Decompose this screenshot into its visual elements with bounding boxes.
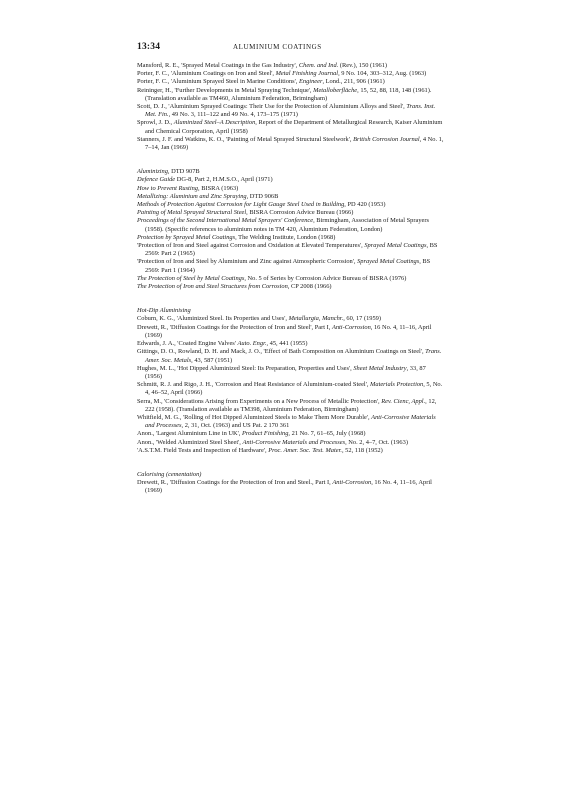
reference-italic-segment: Aluminized Steel–A Description — [173, 119, 256, 127]
reference-italic-segment: Aluminizing — [137, 168, 168, 176]
book-page — [137, 42, 444, 496]
reference-segment: , 16 No. 4, 11–16, April (1969) — [145, 323, 432, 339]
reference-segment: Porter, F. C., 'Aluminium Sprayed Steel in Marine Conditions', — [137, 78, 300, 86]
reference-entry — [137, 87, 444, 103]
reference-italic-segment: Metallurgia, Manchr. — [288, 315, 344, 323]
page-number: 13:34 — [137, 42, 161, 52]
reference-entry — [137, 414, 444, 430]
reference-segment: , BISRA Corrosion Advice Bureau (1966) — [246, 209, 354, 217]
reference-segment: , The Welding Institute, London (1968) — [235, 233, 336, 241]
reference-segment: , Report of the Department of Metallurgical Research, Kaiser Aluminium and Chemical Corporation, April (1958) — [145, 119, 443, 135]
reference-entry — [137, 234, 444, 242]
reference-entry — [137, 103, 444, 119]
reference-segment: , 43, 587 (1951) — [191, 356, 233, 364]
reference-segment: 'Protection of Iron and Steel by Aluminium and Zinc against Atmospheric Corrosion', — [137, 258, 358, 266]
reference-segment: Drewett, R., 'Diffusion Coatings for the Protection of Iron and Steel', Part I, — [137, 323, 332, 331]
reference-italic-segment: Trans. Amer. Soc. Metals — [145, 348, 442, 364]
section-title: Hot-Dip Aluminising — [137, 307, 191, 315]
reference-entry — [137, 398, 444, 414]
reference-italic-segment: Anti-Corrosion — [332, 479, 372, 487]
page-header — [137, 42, 444, 55]
reference-italic-segment: Rev. Cienc, Appl. — [381, 397, 426, 405]
reference-segment: , No. 5 of Series by Corrosion Advice Bureau of BISRA (1976) — [244, 274, 407, 282]
reference-segment: , PD 420 (1953) — [344, 201, 386, 209]
reference-segment: , 21 No. 7, 61–65, July (1968) — [288, 430, 366, 438]
section-gap — [137, 455, 444, 471]
reference-segment: , 2, 31, Oct. (1963) and US Pat. 2 170 361 — [181, 422, 290, 430]
reference-segment: Stanners, J. F. and Watkins, K. O., 'Painting of Metal Sprayed Structural Steelwork', — [137, 135, 354, 143]
reference-segment: Edwards, J. A., 'Coated Engine Valves' — [137, 340, 238, 348]
reference-segment: , DTD 907B — [167, 168, 200, 176]
reference-entry — [137, 70, 444, 78]
reference-segment: , Lond., 211, 906 (1961) — [322, 78, 385, 86]
reference-segment: , 33, 87 (1956) — [145, 364, 426, 380]
reference-italic-segment: Painting of Metal Sprayed Structural Steel — [137, 209, 247, 217]
reference-segment: , 15, 52, 88, 118, 148 (1961). (Translation available as TM460, Aluminium Federation, Brimingham) — [145, 86, 432, 102]
reference-italic-segment: Methods of Protection Against Corrosion for Light Gauge Steel Used in Building — [137, 201, 345, 209]
reference-italic-segment: Materials Protection — [370, 381, 424, 389]
reference-segment: Sprowl, J. D., — [137, 119, 174, 127]
reference-italic-segment: Defence Guide — [137, 176, 176, 184]
reference-segment: Gittings, D. O., Rowland, D. H. and Mack, J. O., 'Effect of Bath Composition on Aluminium Coatings on Steel', — [137, 348, 426, 356]
reference-segment: , BS 2569: Part 2 (1965) — [145, 242, 438, 258]
reference-entry — [137, 168, 444, 176]
reference-entry — [137, 324, 444, 340]
reference-segment: , 5, No. 4, 46–52, April (1966) — [145, 381, 443, 397]
reference-segment: Serra, M., 'Considerations Arising from Experiments on a New Process of Metallic Protection', — [137, 397, 382, 405]
reference-italic-segment: British Corrosion Journal — [353, 135, 420, 143]
reference-italic-segment: Anti-Corrosive Materials and Processes — [145, 413, 436, 430]
reference-italic-segment: Protection by Sprayed Metal Coatings — [137, 233, 236, 241]
reference-italic-segment: Trans. Inst. Met. Fin. — [145, 103, 436, 119]
running-title: ALUMINIUM COATINGS — [233, 43, 322, 51]
reference-segment: 'A.S.T.M. Field Tests and Inspection of Hardware', — [137, 446, 269, 454]
reference-segment: Coburn, K. G., 'Aluminized Steel. Its Properties and Uses', — [137, 315, 289, 323]
reference-segment: Scott, D. J., 'Aluminium Sprayed Coatings: Their Use for the Protection of Aluminium Alloys and Steel', — [137, 103, 407, 111]
reference-entry — [137, 275, 444, 283]
reference-segment: 'Protection of Iron and Steel against Corrosion and Oxidation at Elevated Temperatures', — [137, 242, 365, 250]
reference-entry — [137, 217, 444, 233]
reference-segment: DG-8, Part 2, H.M.S.O., April (1971) — [175, 176, 273, 184]
reference-italic-segment: Anti-Corrosion — [331, 323, 371, 331]
reference-segment: , 16 No. 4, 11–16, April (1969) — [145, 479, 432, 495]
reference-italic-segment: Metal Finishing Journal — [275, 70, 339, 78]
section-gap — [137, 152, 444, 168]
reference-segment: , 4 No. 1, 7–14, Jan (1969) — [145, 135, 444, 152]
reference-entry — [137, 430, 444, 438]
reference-italic-segment: Auto. Engr. — [237, 340, 267, 348]
reference-entry — [137, 136, 444, 152]
reference-entry — [137, 119, 444, 135]
reference-segment: Anon., 'Welded Aluminized Steel Sheet', — [137, 438, 243, 446]
reference-segment: Drewett, R., 'Diffusion Coatings for the Protection of Iron and Steel., Part I, — [137, 479, 333, 487]
reference-entry — [137, 340, 444, 348]
reference-entry — [137, 315, 444, 323]
reference-segment: , 9 No. 104, 303–312, Aug. (1963) — [338, 70, 427, 78]
reference-segment: Schmitt, R. J. and Rigo, J. H., 'Corrosion and Heat Resistance of Aluminium-coated Steel', — [137, 381, 371, 389]
reference-entry — [137, 242, 444, 258]
reference-italic-segment: Product Finishing — [241, 430, 289, 438]
reference-segment: Anon., 'Largest Aluminium Line in UK', — [137, 430, 242, 438]
reference-segment: Porter, F. C., 'Aluminium Coatings on Iron and Steel', — [137, 70, 276, 78]
reference-entry — [137, 185, 444, 193]
reference-entry — [137, 78, 444, 86]
reference-entry — [137, 201, 444, 209]
reference-segment: Hughes, M. L., 'Hot Dipped Aluminized Steel: Its Preparation, Properties and Uses', — [137, 364, 354, 372]
reference-italic-segment: Sprayed Metal Coatings — [357, 258, 420, 266]
reference-entry — [137, 193, 444, 201]
reference-italic-segment: Engineer — [299, 78, 323, 86]
reference-entry — [137, 381, 444, 397]
reference-segment: , No. 2, 4–7, Oct. (1963) — [345, 438, 408, 446]
reference-entry — [137, 439, 444, 447]
reference-italic-segment: Sprayed Metal Coatings — [364, 242, 427, 250]
reference-entry — [137, 283, 444, 291]
reference-entry — [137, 258, 444, 274]
section-gap — [137, 291, 444, 307]
reference-italic-segment: Sheet Metal Industry — [353, 364, 407, 372]
reference-segment: , Birmingham, Association of Metal Sprayers (1958). (Specific references to aluminium notes in TM 420, Aluminium Federation, London) — [145, 217, 429, 233]
reference-segment: Whitfield, M. G., 'Rolling of Hot Dipped Aluminized Steels to Make Them More Durable', — [137, 413, 372, 421]
reference-entry — [137, 62, 444, 70]
reference-list — [137, 62, 444, 496]
reference-italic-segment: Metallizing: Aluminium and Zinc Spraying — [137, 192, 247, 200]
reference-segment: , 52, 118 (1952) — [341, 446, 383, 454]
reference-segment: , 60, 17 (1959) — [343, 315, 381, 323]
reference-entry — [137, 348, 444, 364]
reference-segment: , 45, 441 (1955) — [266, 340, 308, 348]
reference-italic-segment: Proc. Amer. Soc. Test. Mater. — [268, 446, 342, 454]
reference-segment: , DTD 906B — [246, 192, 279, 200]
reference-entry — [137, 209, 444, 217]
reference-segment: , CP 2008 (1966) — [287, 283, 332, 291]
reference-italic-segment: Metalloberfläche — [313, 86, 358, 94]
reference-segment: , 12, 222 (1958). (Translation available as TM398, Aluminium Federation, Birmingham) — [145, 397, 437, 413]
reference-segment: Reininger, H., 'Further Developments in Metal Spraying Technique', — [137, 86, 314, 94]
section-title: Calorising (cementation) — [137, 470, 202, 478]
reference-segment: , 49 No. 3, 111–122 and 49 No. 4, 173–175 (1971) — [168, 111, 298, 119]
reference-segment: (Rev.), 150 (1961) — [338, 62, 388, 69]
reference-italic-segment: Proceedings of the Second International Metal Sprayers' Conference — [137, 217, 314, 225]
reference-entry — [137, 447, 444, 455]
reference-segment: , BISRA (1963) — [198, 184, 239, 192]
reference-italic-segment: The Protection of Iron and Steel Structures from Corrosion — [137, 283, 288, 291]
reference-italic-segment: Chem. and Ind. — [298, 62, 339, 69]
reference-entry — [137, 479, 444, 495]
reference-entry — [137, 365, 444, 381]
reference-segment: , BS 2569: Part 1 (1964) — [145, 258, 431, 274]
reference-italic-segment: Anti-Corrosive Materials and Processes — [242, 438, 346, 446]
reference-segment: Mansford, R. E., 'Sprayed Metal Coatings in the Gas Industry', — [137, 62, 299, 69]
reference-entry — [137, 176, 444, 184]
reference-italic-segment: How to Prevent Rusting — [137, 184, 198, 192]
reference-italic-segment: The Protection of Steel by Metal Coatings — [137, 274, 245, 282]
